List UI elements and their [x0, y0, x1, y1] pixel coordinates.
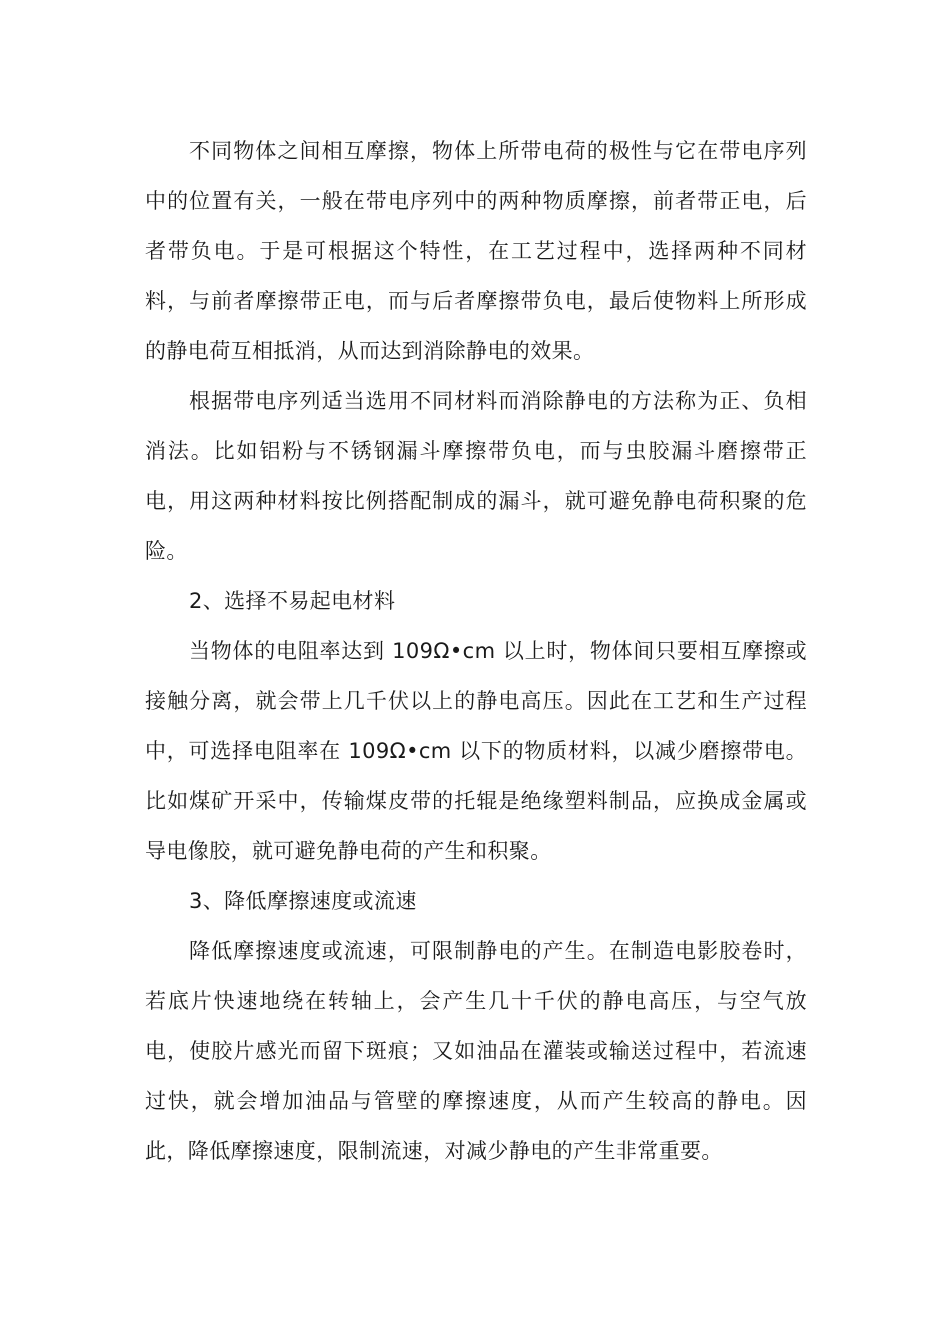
document-body	[145, 126, 807, 1176]
paragraph-reduce-speed: 降低摩擦速度或流速，可限制静电的产生。在制造电影胶卷时，若底片快速地绕在转轴上，会产生几十千伏的静电高压，与空气放电，使胶片感光而留下斑痕；又如油品在灌装或输送过程中，若流速过快，就会增加油品与管壁的摩擦速度，从而产生较高的静电。因此，降低摩擦速度，限制流速，对减少静电的产生非常重要。	[145, 939, 807, 1163]
paragraph-cancellation-method: 根据带电序列适当选用不同材料而消除静电的方法称为正、负相消法。比如铝粉与不锈钢漏斗摩擦带负电，而与虫胶漏斗磨擦带正电，用这两种材料按比例搭配制成的漏斗，就可避免静电荷积聚的危险。	[145, 389, 807, 563]
section-heading-materials: 2、选择不易起电材料	[189, 589, 396, 613]
paragraph-charge-sequence: 不同物体之间相互摩擦，物体上所带电荷的极性与它在带电序列中的位置有关，一般在带电序列中的两种物质摩擦，前者带正电，后者带负电。于是可根据这个特性，在工艺过程中，选择两种不同材料，与前者摩擦带正电，而与后者摩擦带负电，最后使物料上所形成的静电荷互相抵消，从而达到消除静电的效果。	[145, 139, 807, 363]
paragraph-resistivity: 当物体的电阻率达到 109Ω•cm 以上时，物体间只要相互摩擦或接触分离，就会带上几千伏以上的静电高压。因此在工艺和生产过程中，可选择电阻率在 109Ω•cm 以下的物质材料，以减少磨擦带电。比如煤矿开采中，传输煤皮带的托辊是绝缘塑料制品，应换成金属或导电像胶，就可避免静电荷的产生和积聚。	[145, 639, 807, 863]
section-heading-speed: 3、降低摩擦速度或流速	[189, 889, 417, 913]
